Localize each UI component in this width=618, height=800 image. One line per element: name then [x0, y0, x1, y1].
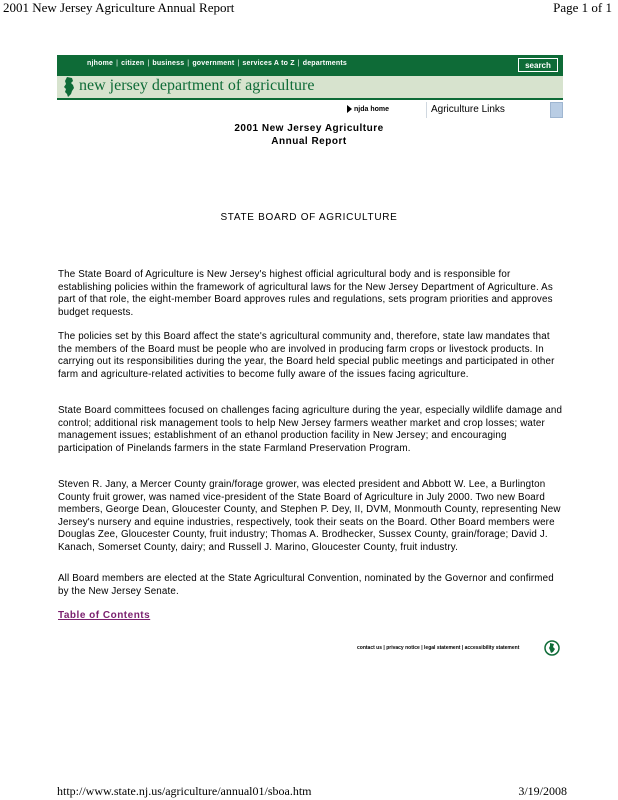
print-footer: [0, 784, 618, 800]
nav-item-government[interactable]: government: [192, 60, 235, 67]
paragraph-3: State Board committees focused on challenges facing agriculture during the year, especially wildlife damage and control; additional risk management tools to help New Jersey farmers weather market and crop losses; water management issues; establishment of an ethanol production facility in New Jersey; and encouraging participation of Pinelands farmers in the state Farmland Preservation Program.: [58, 405, 563, 454]
footer-link-accessibility[interactable]: accessibility statement: [464, 645, 520, 651]
footer-link-privacy[interactable]: privacy notice: [386, 645, 420, 651]
footer-links: contact us | privacy notice | legal statement | accessibility statement: [357, 645, 520, 651]
nav-item-citizen[interactable]: citizen: [121, 60, 145, 67]
nj-seal-icon[interactable]: [544, 640, 560, 656]
nav-item-njhome[interactable]: njhome: [87, 60, 114, 67]
print-header-title: 2001 New Jersey Agriculture Annual Report: [3, 0, 235, 15]
print-footer-url: http://www.state.nj.us/agriculture/annual01/sboa.htm: [57, 784, 312, 798]
nav-separator: |: [147, 60, 150, 67]
table-of-contents-link[interactable]: Table of Contents: [58, 610, 151, 621]
footer-link-legal[interactable]: legal statement: [424, 645, 461, 651]
nav-separator: |: [297, 60, 300, 67]
search-bar: [404, 55, 563, 76]
nav-items: [87, 60, 347, 67]
paragraph-1: The State Board of Agriculture is New Jersey's highest official agricultural body and is responsible for establishing policies within the framework of agricultural laws for the New Jersey Department of Agriculture. As part of that role, the eight-member Board approves rules and regulations, sets program priorities and approves budget requests.: [58, 269, 553, 318]
paragraph-5: All Board members are elected at the State Agricultural Convention, nominated by the Governor and confirmed by the New Jersey Senate.: [58, 573, 554, 597]
nav-separator: |: [237, 60, 240, 67]
report-title-line1: 2001 New Jersey Agriculture: [234, 123, 384, 134]
nav-item-departments[interactable]: departments: [302, 60, 347, 67]
paragraph-4: Steven R. Jany, a Mercer County grain/forage grower, was elected president and Abbott W. Lee, a Burlington County fruit grower, was named vice-president of the State Board of Agriculture in July 2000. Two new Board members, George Dean, Gloucester County, and Stephen P. Dey, II, DVM, Monmouth County, representing New Jersey's nursery and equine industries, respectively, took their seats on the Board. Other Board members were Douglas Zee, Gloucester County, fruit industry; Thomas A. Brodhecker, Sussex County, grain/forage; David J. Kanach, Somerset County, dairy; and Russell J. Marino, Gloucester County, fruit industry.: [58, 479, 561, 553]
agency-banner: [57, 76, 563, 100]
nav-item-services[interactable]: services A to Z: [242, 60, 295, 67]
arrow-right-icon: [347, 105, 352, 113]
print-header: [0, 0, 618, 20]
nj-state-icon: [63, 77, 75, 97]
report-title-line2: Annual Report: [271, 136, 347, 147]
nav-item-business[interactable]: business: [152, 60, 185, 67]
print-footer-date: 3/19/2008: [518, 784, 567, 798]
agriculture-links-select[interactable]: Agriculture Links: [426, 102, 550, 118]
search-button[interactable]: search: [518, 58, 558, 72]
banner-title: new jersey department of agriculture: [79, 77, 315, 94]
top-navbar: [57, 55, 404, 76]
njda-home-label: njda home: [354, 105, 390, 113]
section-heading: STATE BOARD OF AGRICULTURE: [220, 212, 398, 223]
report-title: [0, 122, 618, 148]
print-header-page: Page 1 of 1: [553, 0, 612, 15]
njda-home-link[interactable]: [347, 105, 389, 113]
footer-link-contact[interactable]: contact us: [357, 645, 383, 651]
nav-separator: |: [187, 60, 190, 67]
nav-separator: |: [116, 60, 119, 67]
sub-navigation: [57, 102, 563, 118]
paragraph-2: The policies set by this Board affect the state's agricultural community and, therefore, state law mandates that the members of the Board must be people who are involved in producing farm crops or livestock products. In carrying out its responsibilities during the year, the Board held special public meetings and participated in other farm and agriculture-related activities to become fully aware of the issues facing agriculture.: [58, 331, 555, 380]
select-dropdown-handle[interactable]: [550, 102, 563, 118]
